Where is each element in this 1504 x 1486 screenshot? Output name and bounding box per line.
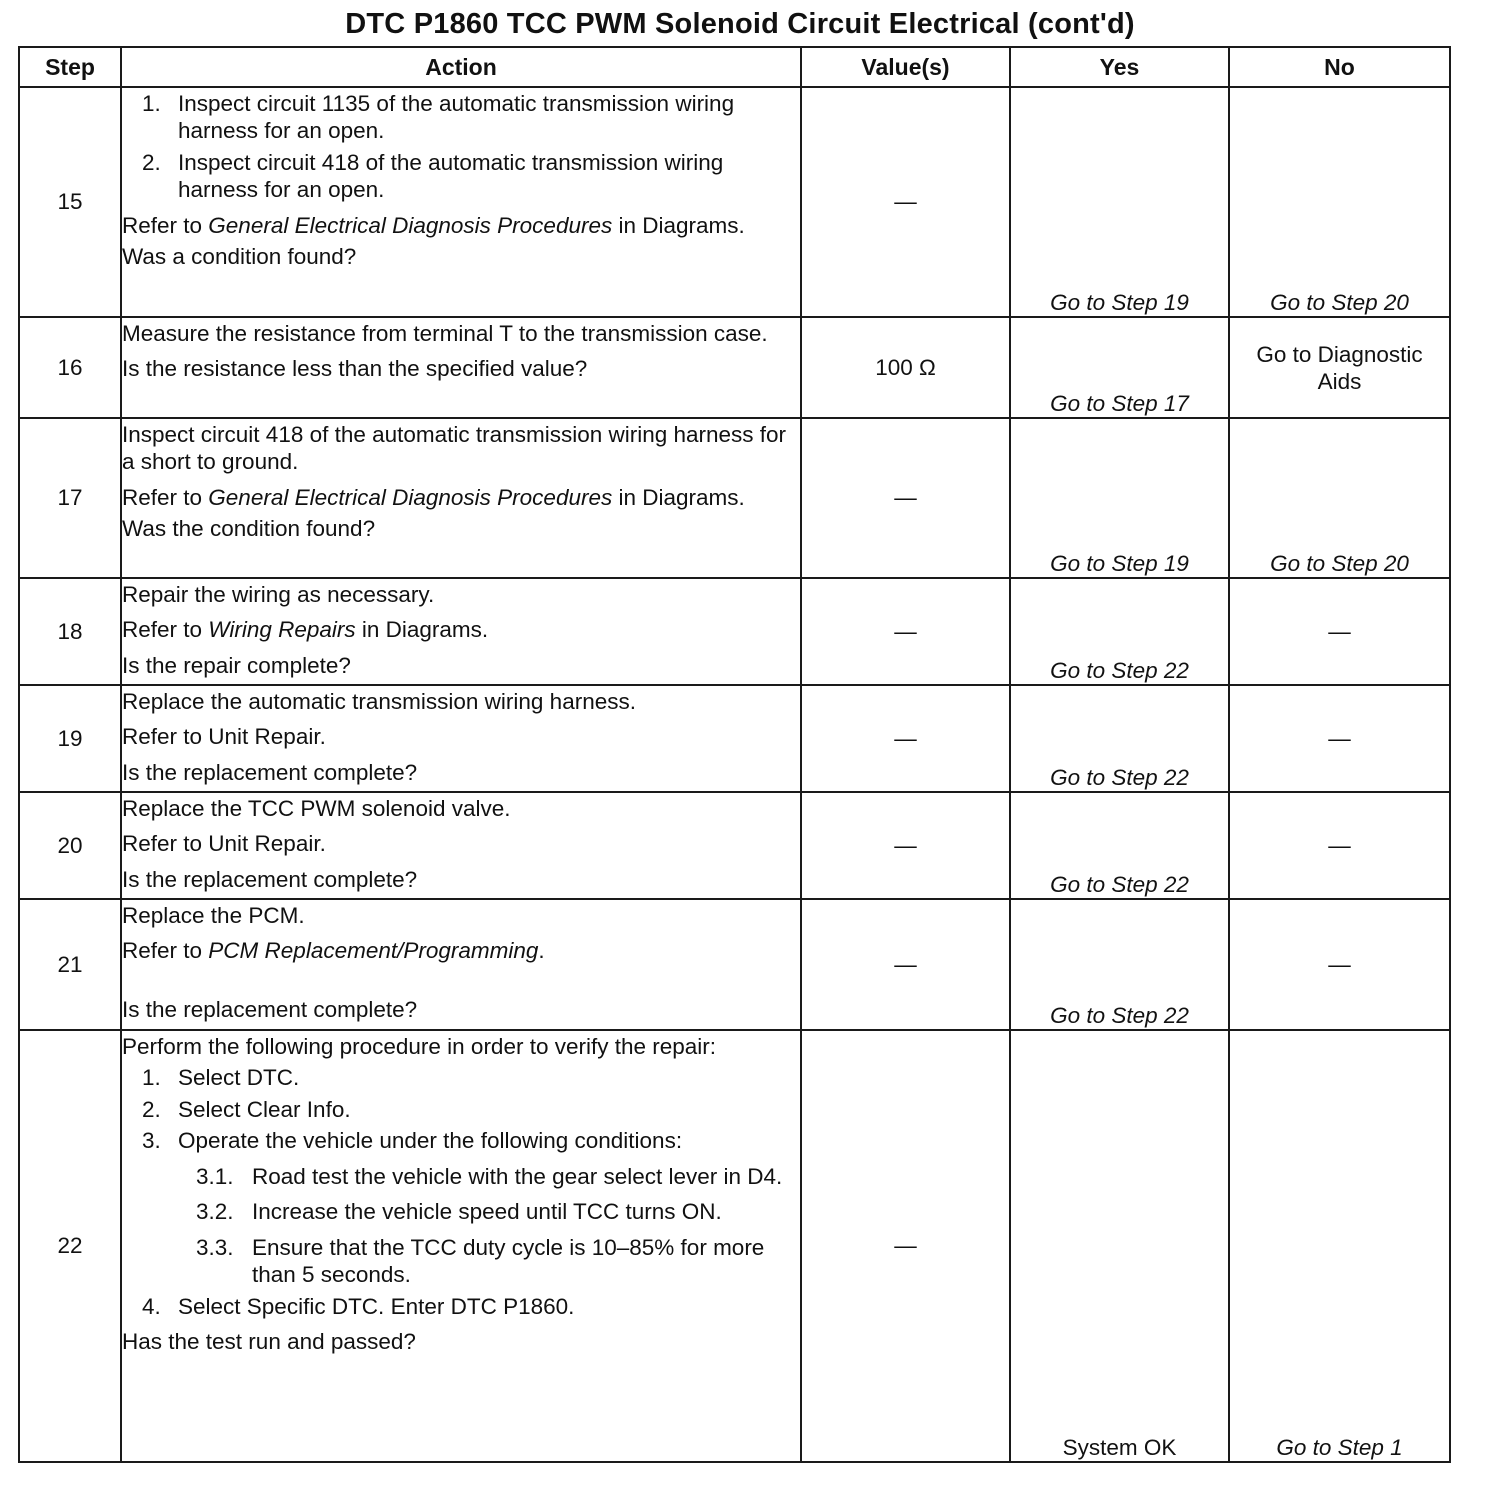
question-text: Is the repair complete? xyxy=(122,652,351,678)
question-text: Is the replacement complete? xyxy=(122,759,418,785)
no-cell: — xyxy=(1229,578,1450,685)
header-step: Step xyxy=(19,47,121,87)
table-row xyxy=(19,317,1450,418)
value-cell: — xyxy=(801,685,1010,792)
action-text: Measure the resistance from terminal T to the transmission case. xyxy=(122,321,768,346)
list-item: 3. Operate the vehicle under the following conditions: xyxy=(142,1128,683,1154)
step-number: 19 xyxy=(19,685,121,792)
header-yes: Yes xyxy=(1010,47,1229,87)
yes-cell: Go to Step 22 xyxy=(1010,899,1229,1030)
value-cell: 100 Ω xyxy=(801,317,1010,418)
question-text: Is the resistance less than the specified value? xyxy=(122,356,588,382)
no-cell: — xyxy=(1229,792,1450,899)
header-action: Action xyxy=(121,47,801,87)
refer-text: Refer to Unit Repair. xyxy=(122,724,326,750)
question-text: Is the replacement complete? xyxy=(122,866,418,892)
yes-cell: System OK xyxy=(1010,1030,1229,1462)
action-cell xyxy=(121,685,801,792)
action-text: Perform the following procedure in order to verify the repair: xyxy=(122,1034,717,1059)
diagnostic-table xyxy=(18,46,1451,1463)
action-text: Replace the automatic transmission wiring harness. xyxy=(122,689,636,714)
header-value: Value(s) xyxy=(801,47,1010,87)
action-text: Repair the wiring as necessary. xyxy=(122,582,435,607)
step-number: 16 xyxy=(19,317,121,418)
value-cell: — xyxy=(801,87,1010,317)
yes-cell: Go to Step 22 xyxy=(1010,578,1229,685)
yes-cell: Go to Step 19 xyxy=(1010,418,1229,578)
action-cell xyxy=(121,317,801,418)
value-cell: — xyxy=(801,418,1010,578)
action-text: Replace the PCM. xyxy=(122,903,305,928)
step-number: 20 xyxy=(19,792,121,899)
no-cell: Go to Step 20 xyxy=(1229,418,1450,578)
table-row xyxy=(19,1030,1450,1462)
refer-text: Refer to General Electrical Diagnosis Procedures in Diagrams. xyxy=(122,212,745,238)
step-number: 18 xyxy=(19,578,121,685)
sub-list-item: 3.2. Increase the vehicle speed until TCC turns ON. xyxy=(196,1199,722,1225)
header-row xyxy=(19,47,1450,87)
yes-cell: Go to Step 17 xyxy=(1010,317,1229,418)
refer-text: Refer to PCM Replacement/Programming. xyxy=(122,938,545,964)
value-cell: — xyxy=(801,578,1010,685)
step-number: 15 xyxy=(19,87,121,317)
sub-list-item: 3.3. Ensure that the TCC duty cycle is 10–85% for more than 5 seconds. xyxy=(196,1234,765,1288)
action-cell xyxy=(121,899,801,1030)
table-row xyxy=(19,418,1450,578)
list-item: 1. Inspect circuit 1135 of the automatic transmission wiring harness for an open. xyxy=(142,91,735,144)
yes-cell: Go to Step 22 xyxy=(1010,685,1229,792)
table-row xyxy=(19,899,1450,1030)
question-text: Is the replacement complete? xyxy=(122,996,418,1022)
table-row xyxy=(19,685,1450,792)
no-cell: — xyxy=(1229,685,1450,792)
page-title: DTC P1860 TCC PWM Solenoid Circuit Electrical (cont'd) xyxy=(345,8,1135,40)
value-cell: — xyxy=(801,899,1010,1030)
value-cell: — xyxy=(801,792,1010,899)
action-cell xyxy=(121,418,801,578)
no-cell: Go to Diagnostic Aids xyxy=(1229,317,1450,418)
step-number: 22 xyxy=(19,1030,121,1462)
list-item: 4. Select Specific DTC. Enter DTC P1860. xyxy=(142,1293,575,1319)
action-cell xyxy=(121,87,801,317)
refer-text: Refer to Unit Repair. xyxy=(122,831,326,857)
value-cell: — xyxy=(801,1030,1010,1462)
table-row xyxy=(19,792,1450,899)
yes-cell: Go to Step 19 xyxy=(1010,87,1229,317)
action-cell xyxy=(121,792,801,899)
list-item: 1. Select DTC. xyxy=(142,1065,300,1091)
table-row xyxy=(19,578,1450,685)
header-no: No xyxy=(1229,47,1450,87)
list-item: 2. Inspect circuit 418 of the automatic transmission wiring harness for an open. xyxy=(142,149,724,203)
question-text: Was a condition found? xyxy=(122,244,357,270)
list-item: 2. Select Clear Info. xyxy=(142,1096,351,1122)
no-cell: — xyxy=(1229,899,1450,1030)
no-cell: Go to Step 1 xyxy=(1229,1030,1450,1462)
yes-cell: Go to Step 22 xyxy=(1010,792,1229,899)
step-number: 21 xyxy=(19,899,121,1030)
refer-text: Refer to General Electrical Diagnosis Procedures in Diagrams. xyxy=(122,484,745,510)
action-text: Inspect circuit 418 of the automatic transmission wiring harness for a short to ground. xyxy=(122,422,787,475)
step-number: 17 xyxy=(19,418,121,578)
action-cell xyxy=(121,1030,801,1462)
question-text: Was the condition found? xyxy=(122,516,376,542)
question-text: Has the test run and passed? xyxy=(122,1328,416,1354)
action-cell xyxy=(121,578,801,685)
table-row xyxy=(19,87,1450,317)
sub-list-item: 3.1. Road test the vehicle with the gear select lever in D4. xyxy=(196,1163,783,1189)
refer-text: Refer to Wiring Repairs in Diagrams. xyxy=(122,617,489,643)
no-cell: Go to Step 20 xyxy=(1229,87,1450,317)
action-text: Replace the TCC PWM solenoid valve. xyxy=(122,796,511,821)
